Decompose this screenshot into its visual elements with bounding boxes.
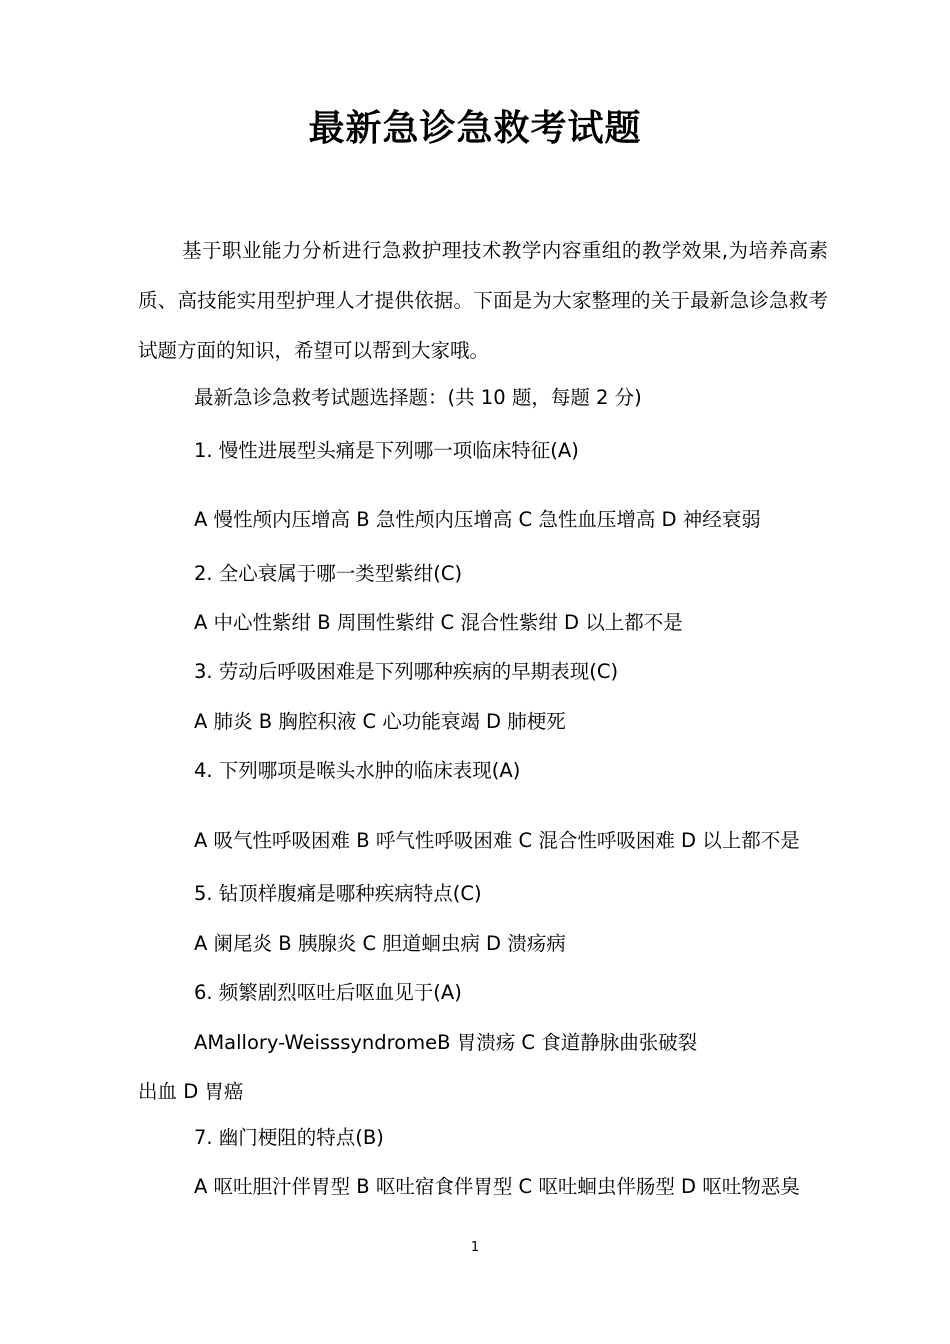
options-1: A 慢性颅内压增高 B 急性颅内压增高 C 急性血压增高 D 神经衰弱 — [194, 508, 761, 531]
question-7: 7. 幽门梗阻的特点(B) — [194, 1126, 384, 1149]
section-heading: 最新急诊急救考试题选择题：(共 10 题，每题 2 分) — [194, 386, 642, 409]
options-3: A 肺炎 B 胸腔积液 C 心功能衰竭 D 肺梗死 — [194, 710, 566, 733]
options-6-continued: 出血 D 胃癌 — [138, 1080, 244, 1103]
options-5: A 阑尾炎 B 胰腺炎 C 胆道蛔虫病 D 溃疡病 — [194, 932, 566, 955]
page-number: 1 — [470, 1240, 480, 1255]
question-1: 1. 慢性进展型头痛是下列哪一项临床特征(A) — [194, 439, 579, 462]
options-4: A 吸气性呼吸困难 B 呼气性呼吸困难 C 混合性呼吸困难 D 以上都不是 — [194, 829, 800, 852]
options-7: A 呕吐胆汁伴胃型 B 呕吐宿食伴胃型 C 呕吐蛔虫伴肠型 D 呕吐物恶臭 — [194, 1175, 800, 1198]
question-4: 4. 下列哪项是喉头水肿的临床表现(A) — [194, 759, 521, 782]
document-title: 最新急诊急救考试题 — [308, 108, 642, 149]
question-5: 5. 钻顶样腹痛是哪种疾病特点(C) — [194, 882, 482, 905]
intro-paragraph: 基于职业能力分析进行急救护理技术教学内容重组的教学效果,为培养高素质、高技能实用型护理人才提供依据。下面是为大家整理的关于最新急诊急救考试题方面的知识，希望可以帮到大家哦。 — [138, 239, 828, 362]
question-2: 2. 全心衰属于哪一类型紫绀(C) — [194, 562, 463, 585]
question-3: 3. 劳动后呼吸困难是下列哪种疾病的早期表现(C) — [194, 660, 619, 683]
question-6: 6. 频繁剧烈呕吐后呕血见于(A) — [194, 981, 462, 1004]
options-6: AMallory-WeisssyndromeB 胃溃疡 C 食道静脉曲张破裂 — [194, 1031, 698, 1054]
options-2: A 中心性紫绀 B 周围性紫绀 C 混合性紫绀 D 以上都不是 — [194, 611, 683, 634]
